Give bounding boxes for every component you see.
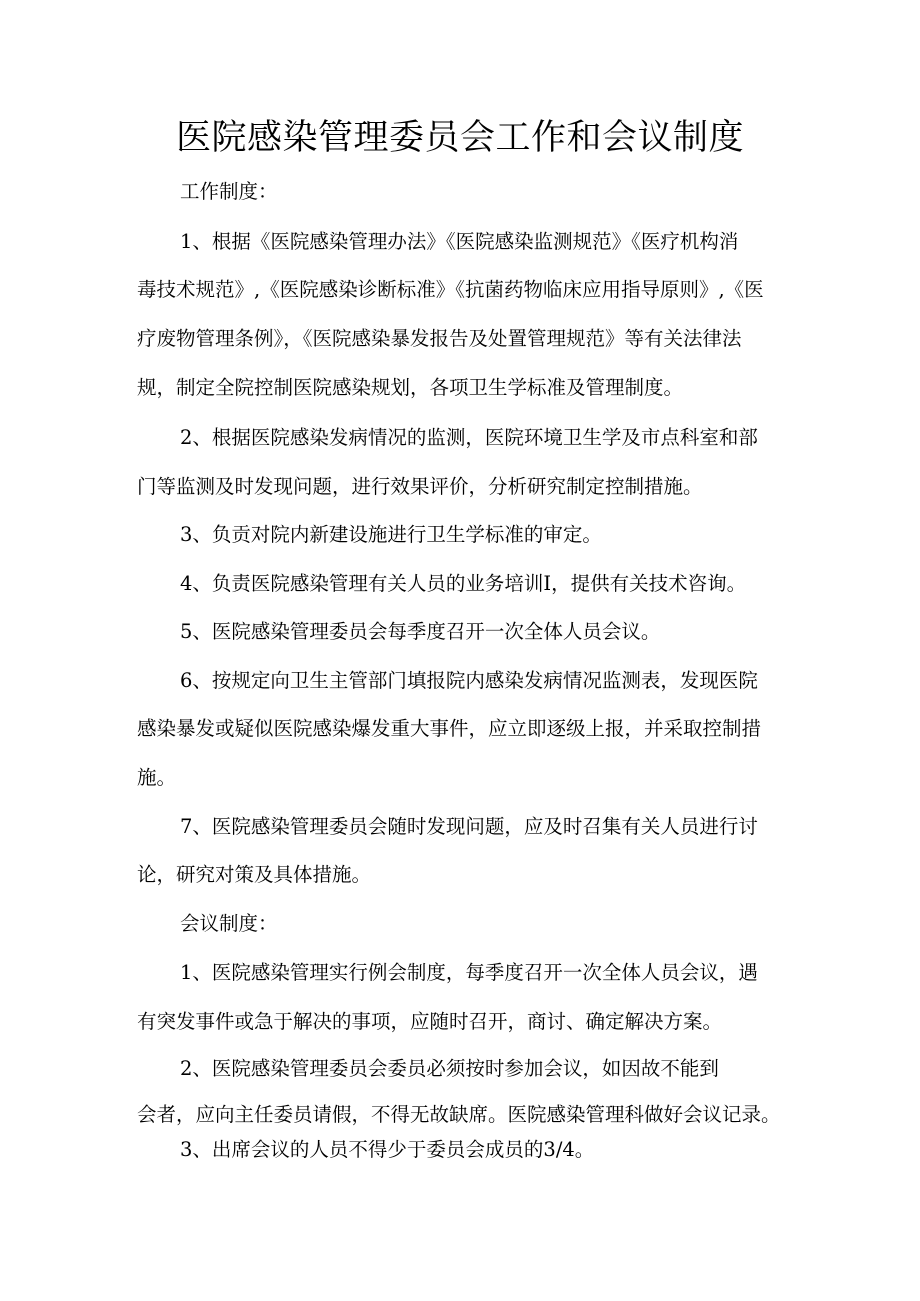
- work-item-5: 5、医院感染管理委员会每季度召开一次全体人员会议。: [180, 620, 661, 643]
- work-item-2-line-1: 2、根据医院感染发病情况的监测，医院环境卫生学及市点科室和部: [180, 426, 758, 449]
- meeting-item-1-line-1: 1、医院感染管理实行例会制度，每季度召开一次全体人员会议，遇: [180, 961, 758, 984]
- work-item-1-line-3: 疗废物管理条例》，《医院感染暴发报告及处置管理规范》等有关法律法: [137, 327, 742, 350]
- work-item-3: 3、负贡对院内新建设施进行卫生学标准的审定。: [180, 523, 602, 546]
- meeting-item-2-line-2: 会者，应向主任委员请假，不得无故缺席。医院感染管理科做好会议记录。: [137, 1103, 781, 1126]
- work-item-1-line-2: 毒技术规范》,《医院感染诊断标准》《抗菌药物临床应用指导原则》,《医: [137, 278, 764, 301]
- work-item-1-line-1: 1、根据《医院感染管理办法》《医院感染监测规范》《医疗机构消: [180, 230, 739, 253]
- work-item-6-line-1: 6、按规定向卫生主管部门填报院内感染发病情况监测表，发现医院: [180, 669, 758, 692]
- meeting-section-heading: 会议制度：: [180, 912, 278, 935]
- work-section-heading: 工作制度：: [180, 180, 278, 203]
- work-item-1-line-4: 规，制定全院控制医院感染规划，各项卫生学标准及管理制度。: [137, 376, 684, 399]
- meeting-item-1-line-2: 有突发事件或急于解决的事项，应随时召开，商讨、确定解决方案。: [137, 1010, 723, 1033]
- work-item-7-line-1: 7、医院感染管理委员会随时发现问题，应及时召集有关人员进行讨: [180, 815, 758, 838]
- work-item-7-line-2: 论，研究对策及具体措施。: [137, 863, 372, 886]
- meeting-item-2-line-1: 2、医院感染管理委员会委员必须按时参加会议，如因故不能到: [180, 1057, 719, 1080]
- meeting-item-3: 3、出席会议的人员不得少于委员会成员的3/4。: [180, 1138, 595, 1161]
- work-item-4: 4、负责医院感染管理有关人员的业务培训I，提供有关技术咨询。: [180, 572, 747, 595]
- document-title: 医院感染管理委员会工作和会议制度: [175, 118, 744, 158]
- work-item-2-line-2: 门等监测及时发现问题，进行效果评价，分析研究制定控制措施。: [137, 475, 703, 498]
- work-item-6-line-3: 施。: [137, 766, 177, 789]
- work-item-6-line-2: 感染暴发或疑似医院感染爆发重大事件，应立即逐级上报，并采取控制措: [137, 717, 762, 740]
